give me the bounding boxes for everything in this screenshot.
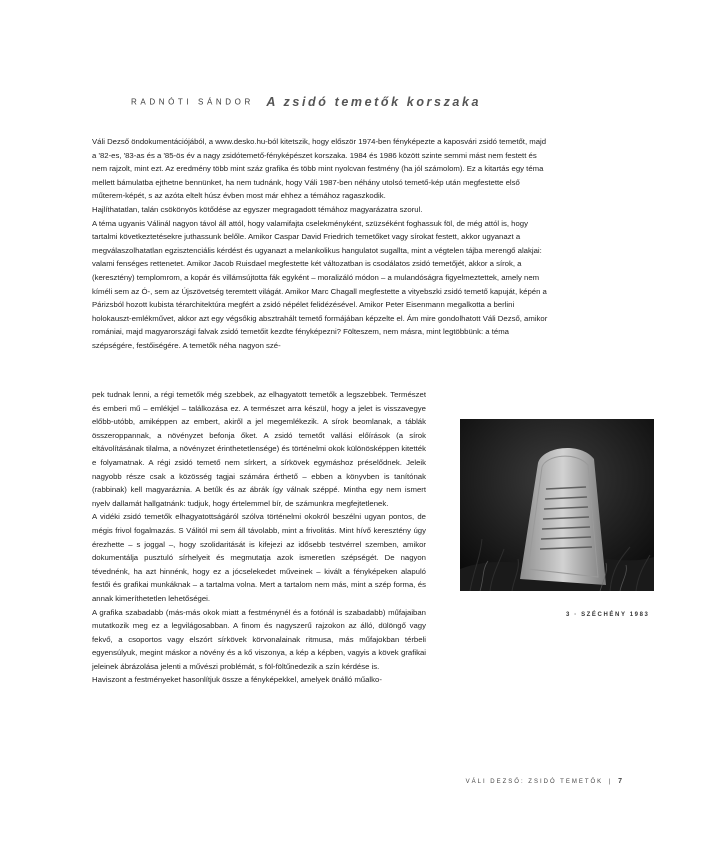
body-paragraph: A grafika szabadabb (más-más okok miatt a festménynél és a fotónál is szabadabb) műfajaiban mutatkozik meg ez a legvilágosabban. A finom és nagyszerű rajzokon az álló, dülöngő vagy fekvő, a csoportos vagy elszórt sírkövek körvonalainak ritmusa, más műfajokban térbeli egyensúlyuk, megint máskor a növény és a kő viszonya, a kép a képben, vagyis a kövek grafikai jeleinek ábrázolása jelenti a művészi problémát, s föl-föltűnedezik a szín kérdése is. xyxy=(92,607,426,671)
tombstone-photo xyxy=(460,419,654,591)
body-paragraph: Haviszont a festményeket hasonlítjuk össze a fényképekkel, amelyek önálló műalko- xyxy=(92,675,382,685)
running-title: VÁLI DEZSŐ: ZSIDÓ TEMETŐK xyxy=(465,779,604,785)
intro-paragraph: A téma ugyanis Válinál nagyon távol áll attól, hogy valamifajta cselekményként, szüzséként foghassuk föl, de még attól is, hogy tartalmi következtetésekre juthassunk belőle. Amikor Caspar David Friedrich temetőket vagy sírokat festett, akkor ugyanazt a megválaszolhatatlan egzisztenciális kérdést és ugyanazt a melankolikus hangulatot sugallta, mint a végtelen tájba merengő alakjai: valami fenséges rettenetet. Amikor Jacob Ruisdael megfestette két változatban is csodálatos zsidó temetőjét, akkor a sírok, a (keresztény) templomrom, a kopár és villámsújtotta fák egyként – moralizáló módon – a mulandóságra figyelmeztettek, amely nem kíméli sem az Ó-, sem az Újszövetség teremtett világát. Amikor Marc Chagall megfestette a vityebszki zsidó temető kapuját, képén a Párizsból hozott kubista térarchitektúra megfért a zsidó népélet felidézésével. Amikor Peter Eisenmann megalkotta a berlini holokauszt-emlékművet, akkor azt egy végsőkig absztrahált temető formájában képzelte el. Ám mire gondolhatott Váli Dezső, amikor romániai, majd magyarországi falvak zsidó temetőit kezdte fényképezni? Fölteszem, nem másra, mint legtöbbünk: a téma szépségére, festőiségére. A temetők néha nagyon szé- xyxy=(92,218,548,350)
tombstone-photo-icon xyxy=(460,419,654,591)
page-number: 7 xyxy=(618,778,622,785)
page-header xyxy=(131,93,651,111)
author-name: RADNÓTI SÁNDOR xyxy=(131,97,254,107)
footer-separator: | xyxy=(608,779,613,785)
intro-paragraph: Hajlíthatatlan, talán csökönyös kötődése az egyszer megragadott témához magyarázatra szorul. xyxy=(92,204,423,214)
body-paragraph: pek tudnak lenni, a régi temetők még szebbek, az elhagyatott temetők a legszebbek. Természet és emberi mű – emlékjel – találkozása ez. A természet arra készül, hogy a jelet is visszavegye előbb-utóbb, amiképpen az embert, akiről a jel megemlékezik. A sírok beomlanak, a táblák összeroppannak, a növényzet befonja őket. A zsidó temetőt vallási előírások (a sírok eltávolításának tilalma, a növényzet érinthetetlensége) és történelmi okok különösképpen kitették e folyamatnak. A régi zsidó temető nem sírkert, a sírkövek egymáshoz préselődnek. Jeleik nagyobb része csak a közösség tagjai számára érthető – ebben a könyvben is tanítónak (rabbinak) kell magyaráznia. A betűk és az ábrák így válnak széppé. Mintha egy nem ismert nyelv dallamát hallgatnánk: tudjuk, hogy értelemmel bír, de számunkra megfejtetlenek. xyxy=(92,390,426,508)
intro-paragraph: Váli Dezső öndokumentációjából, a www.desko.hu-ból kitetszik, hogy először 1974-ben fényképezte a kaposvári zsidó temetőt, majd a '82-es, '83-as és a '85-ös év a nagy zsidótemető-fényképészet korszaka. 1984 és 1986 között szinte semmi mást nem festett és nem rajzolt, mint ezt. Az eredmény több mint száz grafika és több mint nyolcvan festmény (ha jól számolom). Ez a kitartás egy téma mellett bámulatba ejthetne bennünket, ha nem tudnánk, hogy Váli 1987-ben néhány utolsó temető-kép után megfestette első műterem-képét, s az azóta eltelt húsz évben most már ehhez a témához ragaszkodik. xyxy=(92,137,547,201)
body-paragraph: A vidéki zsidó temetők elhagyatottságáról szólva történelmi okokról beszélni ugyan pontos, de mégis frivol fogalmazás. S Válitól mi sem áll távolabb, mint a frivolitás. Mint hívő keresztény úgy érezhette – s joggal –, hogy szolidaritását is kifejezi az idősebb testvérrel szemben, amikor dokumentálja pusztuló sírhelyeit és megmutatja azok ismeretlen szépségét. De nagyon tévednénk, ha azt hinnénk, hogy ez a jócselekedet műveinek – kivált a fényképeken alapuló festői és grafikai munkáknak – a tartalma volna. Mert a tartalom nem más, mint a szép forma, és annak kimeríthetetlen lehetőségei. xyxy=(92,512,426,603)
article-title: A zsidó temetők korszaka xyxy=(266,94,482,109)
page-footer xyxy=(466,778,622,785)
body-text xyxy=(92,388,426,687)
intro-text xyxy=(92,135,552,353)
photo-caption: 3 · SZÉCHÉNY 1983 xyxy=(566,612,650,618)
